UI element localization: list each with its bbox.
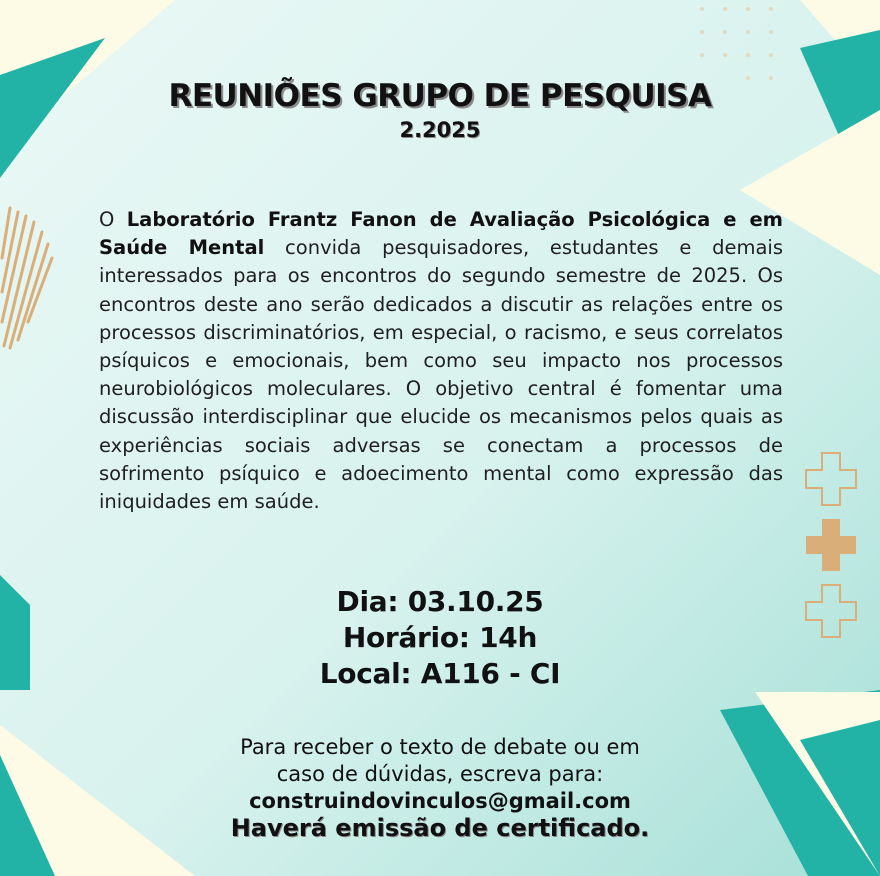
- lab-name: Laboratório Frantz Fanon de Avaliação Psicológica e em Saúde Mental: [99, 208, 783, 260]
- event-day: Dia: 03.10.25: [336, 585, 544, 618]
- certificate-notice: Haverá emissão de certificado.: [230, 814, 650, 842]
- page-subtitle: 2.2025: [399, 118, 481, 142]
- contact-email[interactable]: construindovinculos@gmail.com: [249, 789, 631, 813]
- contact-line-2: caso de dúvidas, escreva para:: [276, 762, 604, 786]
- page-title: REUNIÕES GRUPO DE PESQUISA: [168, 78, 712, 114]
- intro-prefix: O: [99, 208, 127, 231]
- event-location: Local: A116 - CI: [319, 657, 561, 690]
- intro-text: convida pesquisadores, estudantes e demais interessados para os encontros do segundo semestre de 2025. Os encontros deste ano serão dedicados a discutir as relações entre os processos discriminatórios, em especial, o racismo, e seus correlatos psíquicos e emocionais, bem como seu impacto nos processos neurobiológicos moleculares. O objetivo central é fomentar uma discussão interdisciplinar que elucide os mecanismos pelos quais as experiências sociais adversas se conectam a processos de sofrimento psíquico e adoecimento mental como expressão das iniquidades em saúde.: [99, 236, 783, 514]
- intro-paragraph: [99, 206, 783, 516]
- contact-line-1: Para receber o texto de debate ou em: [240, 735, 640, 759]
- event-time: Horário: 14h: [342, 621, 538, 654]
